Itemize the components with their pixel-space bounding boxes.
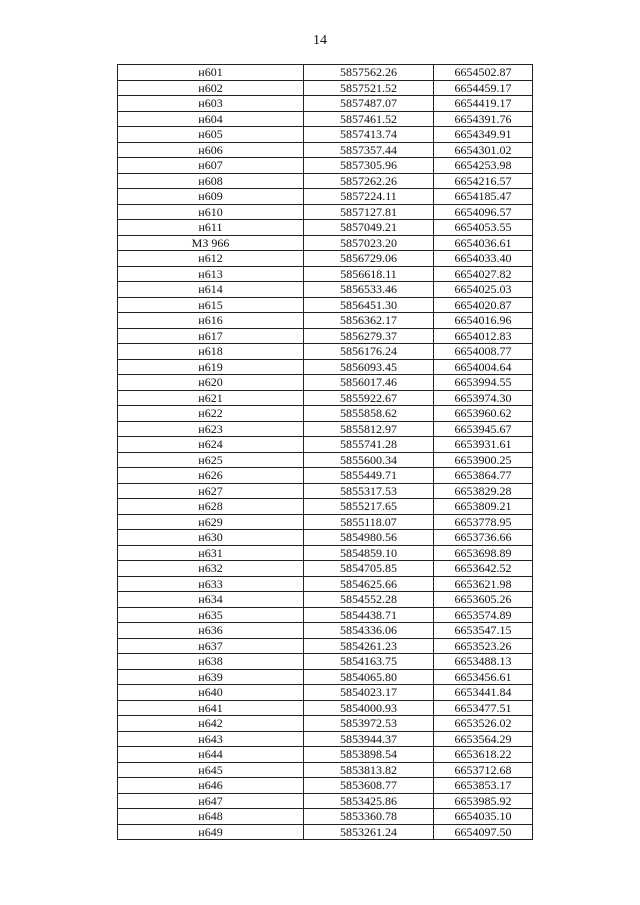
table-row [118, 499, 533, 515]
x-coordinate-cell: 5855922.67 [304, 390, 434, 406]
y-coordinate-cell: 6653574.89 [434, 607, 533, 623]
y-coordinate-cell: 6653712.68 [434, 762, 533, 778]
table-row [118, 809, 533, 825]
point-name-cell: н601 [118, 65, 304, 81]
x-coordinate-cell: 5854163.75 [304, 654, 434, 670]
x-coordinate-cell: 5853898.54 [304, 747, 434, 763]
point-name-cell: н603 [118, 96, 304, 112]
x-coordinate-cell: 5854552.28 [304, 592, 434, 608]
point-name-cell: н632 [118, 561, 304, 577]
point-name-cell: н613 [118, 266, 304, 282]
y-coordinate-cell: 6654036.61 [434, 235, 533, 251]
x-coordinate-cell: 5856176.24 [304, 344, 434, 360]
table-row [118, 313, 533, 329]
y-coordinate-cell: 6654349.91 [434, 127, 533, 143]
table-row [118, 328, 533, 344]
x-coordinate-cell: 5857521.52 [304, 80, 434, 96]
table-row [118, 483, 533, 499]
x-coordinate-cell: 5853261.24 [304, 824, 434, 840]
point-name-cell: н628 [118, 499, 304, 515]
x-coordinate-cell: 5853972.53 [304, 716, 434, 732]
x-coordinate-cell: 5854625.66 [304, 576, 434, 592]
x-coordinate-cell: 5857413.74 [304, 127, 434, 143]
table-row [118, 623, 533, 639]
point-name-cell: н610 [118, 204, 304, 220]
table-row [118, 638, 533, 654]
table-row [118, 731, 533, 747]
y-coordinate-cell: 6653477.51 [434, 700, 533, 716]
y-coordinate-cell: 6653441.84 [434, 685, 533, 701]
point-name-cell: н627 [118, 483, 304, 499]
x-coordinate-cell: 5854980.56 [304, 530, 434, 546]
table-row [118, 530, 533, 546]
point-name-cell: н619 [118, 359, 304, 375]
table-row [118, 592, 533, 608]
table-row [118, 251, 533, 267]
table-row [118, 824, 533, 840]
table-row [118, 359, 533, 375]
x-coordinate-cell: 5855118.07 [304, 514, 434, 530]
y-coordinate-cell: 6654391.76 [434, 111, 533, 127]
y-coordinate-cell: 6653736.66 [434, 530, 533, 546]
table-row [118, 173, 533, 189]
table-row [118, 65, 533, 81]
coordinates-table [117, 64, 533, 840]
table-row [118, 189, 533, 205]
y-coordinate-cell: 6653621.98 [434, 576, 533, 592]
x-coordinate-cell: 5854705.85 [304, 561, 434, 577]
table-row [118, 576, 533, 592]
y-coordinate-cell: 6654033.40 [434, 251, 533, 267]
table-row [118, 514, 533, 530]
point-name-cell: н622 [118, 406, 304, 422]
table-row [118, 111, 533, 127]
x-coordinate-cell: 5857127.81 [304, 204, 434, 220]
point-name-cell: н609 [118, 189, 304, 205]
x-coordinate-cell: 5856362.17 [304, 313, 434, 329]
point-name-cell: н645 [118, 762, 304, 778]
table-row [118, 468, 533, 484]
point-name-cell: н638 [118, 654, 304, 670]
x-coordinate-cell: 5855449.71 [304, 468, 434, 484]
point-name-cell: н625 [118, 452, 304, 468]
y-coordinate-cell: 6654301.02 [434, 142, 533, 158]
point-name-cell: н620 [118, 375, 304, 391]
y-coordinate-cell: 6654053.55 [434, 220, 533, 236]
point-name-cell: н646 [118, 778, 304, 794]
y-coordinate-cell: 6653985.92 [434, 793, 533, 809]
table-row [118, 437, 533, 453]
x-coordinate-cell: 5856618.11 [304, 266, 434, 282]
x-coordinate-cell: 5857023.20 [304, 235, 434, 251]
point-name-cell: н649 [118, 824, 304, 840]
point-name-cell: н630 [118, 530, 304, 546]
x-coordinate-cell: 5854336.06 [304, 623, 434, 639]
table-row [118, 421, 533, 437]
point-name-cell: н629 [118, 514, 304, 530]
table-row [118, 96, 533, 112]
point-name-cell: н647 [118, 793, 304, 809]
point-name-cell: н624 [118, 437, 304, 453]
table-row [118, 762, 533, 778]
table-row [118, 344, 533, 360]
x-coordinate-cell: 5855217.65 [304, 499, 434, 515]
x-coordinate-cell: 5854438.71 [304, 607, 434, 623]
table-row [118, 669, 533, 685]
y-coordinate-cell: 6653564.29 [434, 731, 533, 747]
x-coordinate-cell: 5853813.82 [304, 762, 434, 778]
table-row [118, 390, 533, 406]
table-row [118, 204, 533, 220]
y-coordinate-cell: 6653698.89 [434, 545, 533, 561]
point-name-cell: н643 [118, 731, 304, 747]
point-name-cell: н626 [118, 468, 304, 484]
x-coordinate-cell: 5853608.77 [304, 778, 434, 794]
table-row [118, 700, 533, 716]
y-coordinate-cell: 6654253.98 [434, 158, 533, 174]
point-name-cell: н637 [118, 638, 304, 654]
y-coordinate-cell: 6653960.62 [434, 406, 533, 422]
y-coordinate-cell: 6653547.15 [434, 623, 533, 639]
y-coordinate-cell: 6654027.82 [434, 266, 533, 282]
y-coordinate-cell: 6653778.95 [434, 514, 533, 530]
x-coordinate-cell: 5857049.21 [304, 220, 434, 236]
point-name-cell: н618 [118, 344, 304, 360]
y-coordinate-cell: 6653974.30 [434, 390, 533, 406]
y-coordinate-cell: 6654459.17 [434, 80, 533, 96]
table-row [118, 716, 533, 732]
page-number: 14 [313, 33, 327, 48]
y-coordinate-cell: 6654419.17 [434, 96, 533, 112]
y-coordinate-cell: 6654035.10 [434, 809, 533, 825]
table-row [118, 375, 533, 391]
x-coordinate-cell: 5857357.44 [304, 142, 434, 158]
x-coordinate-cell: 5856093.45 [304, 359, 434, 375]
x-coordinate-cell: 5856017.46 [304, 375, 434, 391]
x-coordinate-cell: 5857487.07 [304, 96, 434, 112]
y-coordinate-cell: 6653853.17 [434, 778, 533, 794]
point-name-cell: н611 [118, 220, 304, 236]
table-row [118, 747, 533, 763]
y-coordinate-cell: 6653488.13 [434, 654, 533, 670]
x-coordinate-cell: 5855812.97 [304, 421, 434, 437]
y-coordinate-cell: 6654016.96 [434, 313, 533, 329]
table-row [118, 654, 533, 670]
table-row [118, 793, 533, 809]
y-coordinate-cell: 6654097.50 [434, 824, 533, 840]
table-row [118, 282, 533, 298]
x-coordinate-cell: 5854261.23 [304, 638, 434, 654]
y-coordinate-cell: 6653809.21 [434, 499, 533, 515]
y-coordinate-cell: 6654008.77 [434, 344, 533, 360]
point-name-cell: н631 [118, 545, 304, 561]
coordinates-table-body [118, 65, 533, 840]
table-row [118, 778, 533, 794]
point-name-cell: н602 [118, 80, 304, 96]
x-coordinate-cell: 5854023.17 [304, 685, 434, 701]
point-name-cell: н639 [118, 669, 304, 685]
table-row [118, 266, 533, 282]
table-row [118, 127, 533, 143]
table-row [118, 297, 533, 313]
y-coordinate-cell: 6654185.47 [434, 189, 533, 205]
y-coordinate-cell: 6653945.67 [434, 421, 533, 437]
table-row [118, 220, 533, 236]
table-row [118, 80, 533, 96]
x-coordinate-cell: 5857224.11 [304, 189, 434, 205]
point-name-cell: н616 [118, 313, 304, 329]
y-coordinate-cell: 6654004.64 [434, 359, 533, 375]
point-name-cell: н617 [118, 328, 304, 344]
y-coordinate-cell: 6654020.87 [434, 297, 533, 313]
point-name-cell: н642 [118, 716, 304, 732]
x-coordinate-cell: 5855317.53 [304, 483, 434, 499]
y-coordinate-cell: 6654012.83 [434, 328, 533, 344]
y-coordinate-cell: 6653605.26 [434, 592, 533, 608]
x-coordinate-cell: 5857262.26 [304, 173, 434, 189]
point-name-cell: н615 [118, 297, 304, 313]
y-coordinate-cell: 6653523.26 [434, 638, 533, 654]
y-coordinate-cell: 6654502.87 [434, 65, 533, 81]
y-coordinate-cell: 6653994.55 [434, 375, 533, 391]
point-name-cell: н633 [118, 576, 304, 592]
x-coordinate-cell: 5856279.37 [304, 328, 434, 344]
y-coordinate-cell: 6654096.57 [434, 204, 533, 220]
table-row [118, 452, 533, 468]
x-coordinate-cell: 5854859.10 [304, 545, 434, 561]
x-coordinate-cell: 5855858.62 [304, 406, 434, 422]
y-coordinate-cell: 6653456.61 [434, 669, 533, 685]
y-coordinate-cell: 6654025.03 [434, 282, 533, 298]
point-name-cell: н634 [118, 592, 304, 608]
point-name-cell: н636 [118, 623, 304, 639]
point-name-cell: н612 [118, 251, 304, 267]
point-name-cell: н614 [118, 282, 304, 298]
x-coordinate-cell: 5857562.26 [304, 65, 434, 81]
point-name-cell: н635 [118, 607, 304, 623]
y-coordinate-cell: 6653829.28 [434, 483, 533, 499]
table-row [118, 142, 533, 158]
point-name-cell: н606 [118, 142, 304, 158]
x-coordinate-cell: 5853944.37 [304, 731, 434, 747]
y-coordinate-cell: 6653618.22 [434, 747, 533, 763]
x-coordinate-cell: 5856729.06 [304, 251, 434, 267]
y-coordinate-cell: 6653642.52 [434, 561, 533, 577]
x-coordinate-cell: 5855741.28 [304, 437, 434, 453]
y-coordinate-cell: 6653900.25 [434, 452, 533, 468]
point-name-cell: н623 [118, 421, 304, 437]
table-row [118, 158, 533, 174]
point-name-cell: МЗ 966 [118, 235, 304, 251]
point-name-cell: н644 [118, 747, 304, 763]
point-name-cell: н605 [118, 127, 304, 143]
x-coordinate-cell: 5855600.34 [304, 452, 434, 468]
y-coordinate-cell: 6653864.77 [434, 468, 533, 484]
table-row [118, 235, 533, 251]
x-coordinate-cell: 5856451.30 [304, 297, 434, 313]
table-row [118, 561, 533, 577]
table-row [118, 545, 533, 561]
point-name-cell: н648 [118, 809, 304, 825]
table-row [118, 607, 533, 623]
x-coordinate-cell: 5853425.86 [304, 793, 434, 809]
point-name-cell: н640 [118, 685, 304, 701]
y-coordinate-cell: 6653931.61 [434, 437, 533, 453]
y-coordinate-cell: 6653526.02 [434, 716, 533, 732]
point-name-cell: н607 [118, 158, 304, 174]
x-coordinate-cell: 5857461.52 [304, 111, 434, 127]
x-coordinate-cell: 5856533.46 [304, 282, 434, 298]
x-coordinate-cell: 5857305.96 [304, 158, 434, 174]
point-name-cell: н604 [118, 111, 304, 127]
point-name-cell: н621 [118, 390, 304, 406]
y-coordinate-cell: 6654216.57 [434, 173, 533, 189]
point-name-cell: н641 [118, 700, 304, 716]
table-row [118, 406, 533, 422]
table-row [118, 685, 533, 701]
x-coordinate-cell: 5854065.80 [304, 669, 434, 685]
x-coordinate-cell: 5854000.93 [304, 700, 434, 716]
x-coordinate-cell: 5853360.78 [304, 809, 434, 825]
point-name-cell: н608 [118, 173, 304, 189]
